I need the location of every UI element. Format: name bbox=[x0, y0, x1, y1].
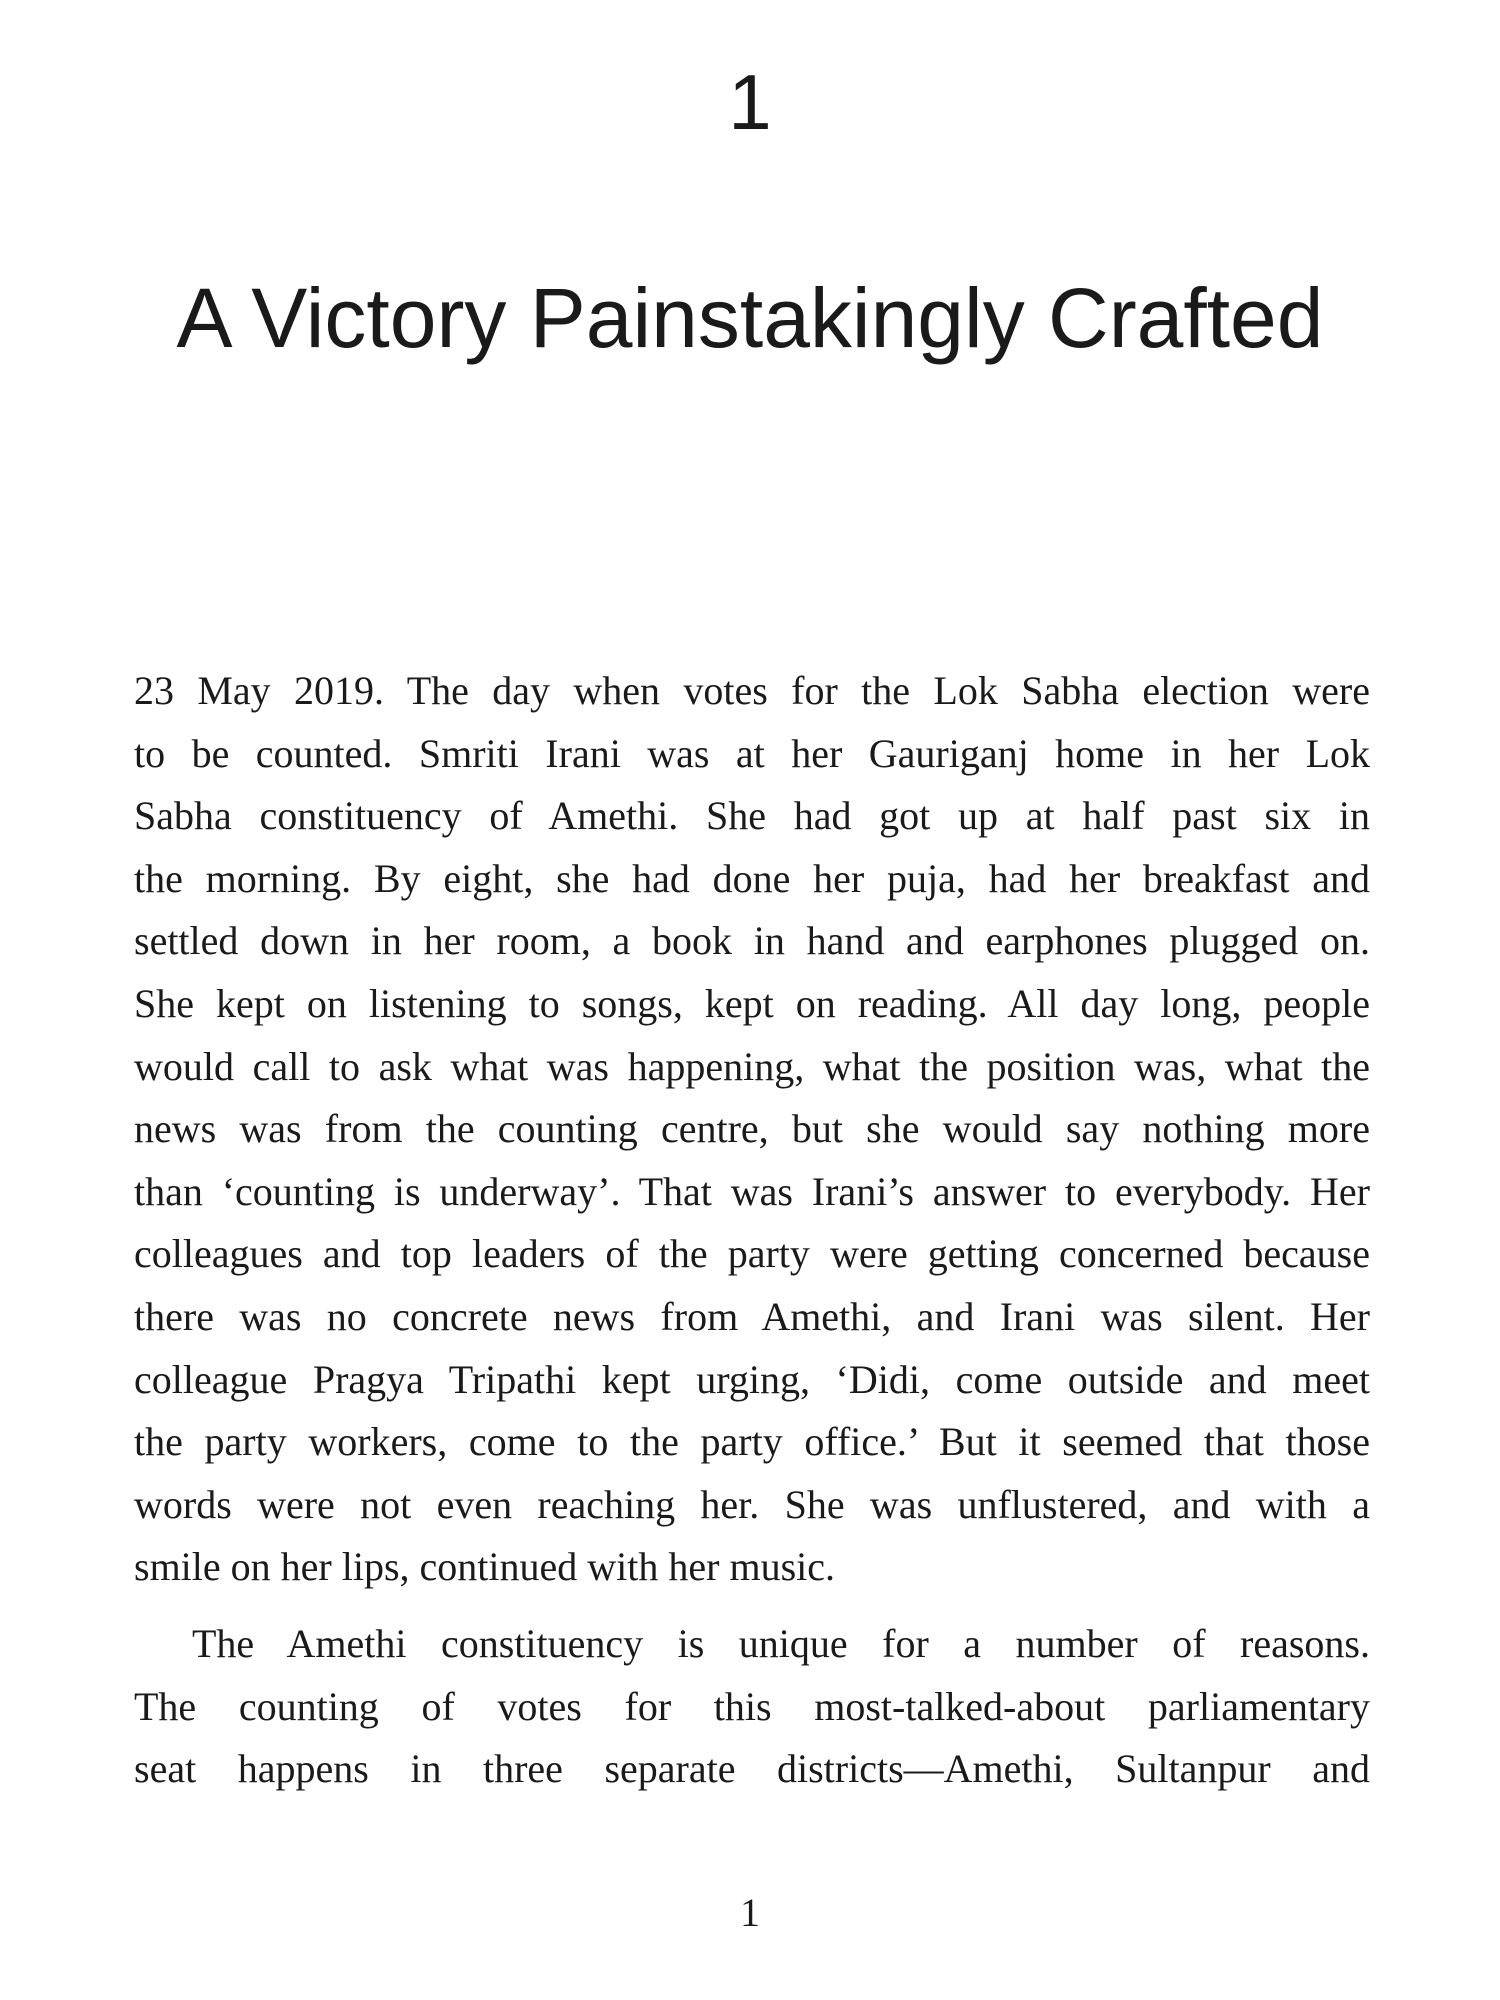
text-line: settled down in her room, a book in hand and earphones plugged on. bbox=[134, 918, 1370, 964]
chapter-number: 1 bbox=[728, 58, 772, 146]
chapter-body bbox=[134, 660, 1370, 1801]
paragraph-2 bbox=[134, 1613, 1370, 1801]
text-line: the morning. By eight, she had done her puja, had her breakfast and bbox=[134, 855, 1370, 901]
paragraph-1 bbox=[134, 660, 1370, 1599]
text-line: Sabha constituency of Amethi. She had got up at half past six in bbox=[134, 793, 1370, 839]
text-line: colleagues and top leaders of the party were getting concerned because bbox=[134, 1231, 1370, 1277]
text-line: the party workers, come to the party office.’ But it seemed that those bbox=[134, 1419, 1370, 1465]
text-line: 23 May 2019. The day when votes for the Lok Sabha election were bbox=[134, 668, 1370, 713]
text-line: news was from the counting centre, but she would say nothing more bbox=[134, 1106, 1370, 1152]
text-line: colleague Pragya Tripathi kept urging, ‘Didi, come outside and meet bbox=[134, 1356, 1370, 1402]
text-line: seat happens in three separate districts—Amethi, Sultanpur and bbox=[134, 1746, 1370, 1792]
text-line: to be counted. Smriti Irani was at her Gauriganj home in her Lok bbox=[134, 730, 1370, 776]
text-line: there was no concrete news from Amethi, and Irani was silent. Her bbox=[134, 1293, 1370, 1339]
text-line: would call to ask what was happening, what the position was, what the bbox=[134, 1043, 1370, 1089]
text-line: The Amethi constituency is unique for a number of reasons. bbox=[192, 1620, 1370, 1666]
text-line: The counting of votes for this most-talked-about parliamentary bbox=[134, 1683, 1370, 1729]
text-line: words were not even reaching her. She was unflustered, and with a bbox=[134, 1481, 1370, 1527]
text-line: She kept on listening to songs, kept on reading. All day long, people bbox=[134, 980, 1370, 1026]
chapter-title: A Victory Painstakingly Crafted bbox=[176, 271, 1324, 365]
page-number: 1 bbox=[740, 1890, 760, 1935]
text-line: than ‘counting is underway’. That was Irani’s answer to everybody. Her bbox=[134, 1168, 1370, 1214]
text-line: smile on her lips, continued with her music. bbox=[134, 1544, 835, 1590]
